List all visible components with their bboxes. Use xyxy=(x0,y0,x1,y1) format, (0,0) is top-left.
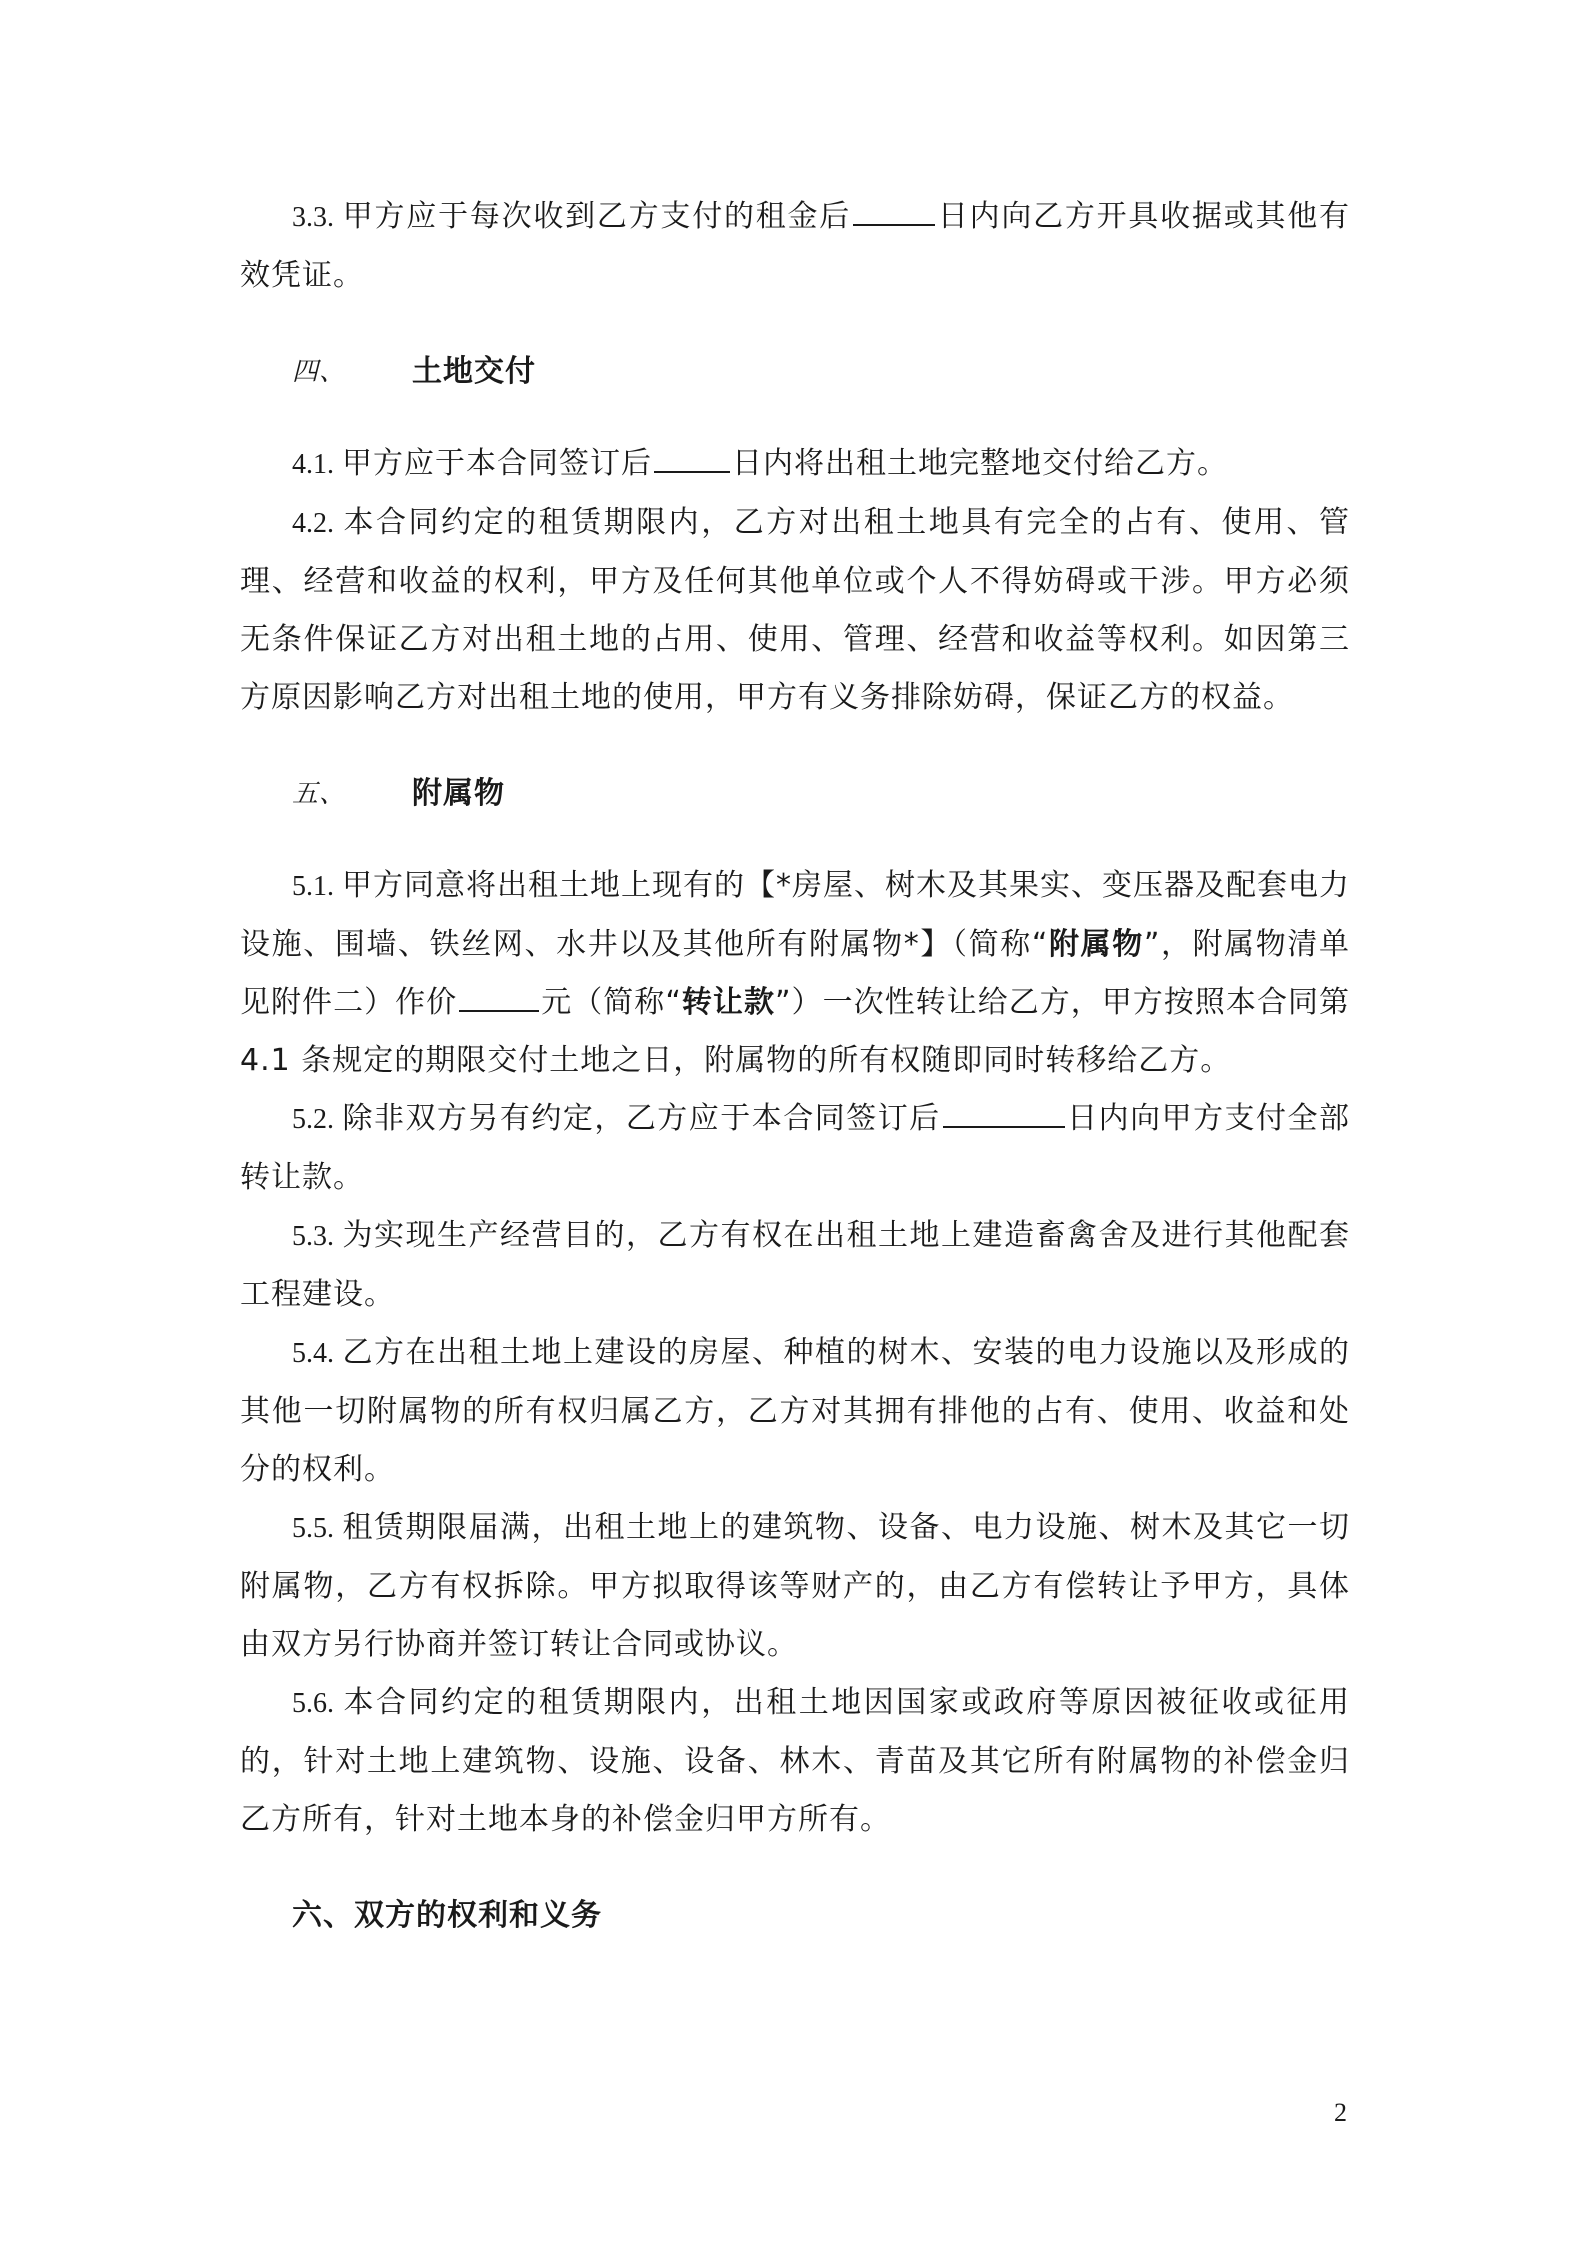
section-title: 六、双方的权利和义务 xyxy=(292,1898,602,1933)
clause-text: 日内向甲方支付全部转让款。 xyxy=(240,1101,1351,1195)
clause-5-4 xyxy=(240,1324,1350,1499)
section-heading-5 xyxy=(240,765,1350,823)
section-heading-4 xyxy=(240,343,1350,401)
blank-line xyxy=(654,441,730,473)
clause-number: 5.2. xyxy=(292,1104,334,1135)
clause-text: 除非双方另有约定，乙方应于本合同签订后 xyxy=(342,1101,941,1136)
clause-3-3 xyxy=(240,188,1350,305)
clause-number: 5.4. xyxy=(292,1338,334,1369)
clause-number: 3.3. xyxy=(292,202,334,233)
section-title: 附属物 xyxy=(412,776,505,811)
clause-text: 本合同约定的租赁期限内，出租土地因国家或政府等原因被征收或征用的，针对土地上建筑物、设施、设备、林木、青苗及其它所有附属物的补偿金归乙方所有，针对土地本身的补偿金归甲方所有。 xyxy=(240,1685,1350,1837)
clause-text: 本合同约定的租赁期限内，乙方对出租土地具有完全的占有、使用、管理、经营和收益的权利，甲方及任何其他单位或个人不得妨碍或干涉。甲方必须无条件保证乙方对出租土地的占用、使用、管理、经营和收益等权利。如因第三方原因影响乙方对出租土地的使用，甲方有义务排除妨碍，保证乙方的权益。 xyxy=(240,505,1350,715)
defined-term: 附属物 xyxy=(1048,927,1144,962)
section-heading-6 xyxy=(240,1887,1350,1945)
clause-text: 甲方应于每次收到乙方支付的租金后 xyxy=(342,199,852,234)
clause-5-5 xyxy=(240,1499,1350,1674)
clause-number: 4.1. xyxy=(292,449,334,480)
section-number: 四、 xyxy=(292,357,347,387)
clause-text: 为实现生产经营目的，乙方有权在出租土地上建造畜禽舍及进行其他配套工程建设。 xyxy=(240,1218,1350,1312)
clause-5-1 xyxy=(240,857,1350,1090)
clause-text: 甲方同意将出租土地上现有的【*房屋、树木及其果实、变压器及配套电力设施、围墙、铁丝网、水井以及其他所有附属物*】（简称“ xyxy=(240,868,1350,962)
blank-line xyxy=(459,980,539,1012)
clause-text: 元（简称“ xyxy=(541,985,682,1020)
clause-text: 乙方在出租土地上建设的房屋、种植的树木、安装的电力设施以及形成的其他一切附属物的所有权归属乙方，乙方对其拥有排他的占有、使用、收益和处分的权利。 xyxy=(240,1335,1350,1487)
clause-number: 4.2. xyxy=(292,508,334,539)
section-number: 五、 xyxy=(292,779,347,809)
clause-text: 甲方应于本合同签订后 xyxy=(342,446,652,481)
section-title: 土地交付 xyxy=(412,354,536,389)
clause-number: 5.1. xyxy=(292,871,334,902)
clause-5-2 xyxy=(240,1090,1350,1207)
defined-term: 转让款 xyxy=(681,985,775,1020)
clause-text: ”，附属物清单见附件二）作价 xyxy=(240,927,1351,1020)
clause-text: ”）一次性转让给乙方，甲方按照本合同第 4.1 条规定的期限交付土地之日，附属物的所有权随即同时转移给乙方。 xyxy=(240,985,1351,1078)
clause-number: 5.6. xyxy=(292,1688,334,1719)
clause-text: 日内将出租土地完整地交付给乙方。 xyxy=(732,446,1228,481)
document-body xyxy=(240,188,1350,1945)
clause-text: 租赁期限届满，出租土地上的建筑物、设备、电力设施、树木及其它一切附属物，乙方有权拆除。甲方拟取得该等财产的，由乙方有偿转让予甲方，具体由双方另行协商并签订转让合同或协议。 xyxy=(240,1510,1350,1662)
clause-text: 日内向乙方开具收据或其他有效凭证。 xyxy=(240,199,1351,293)
clause-4-1 xyxy=(240,435,1350,494)
blank-line xyxy=(943,1096,1065,1128)
clause-number: 5.5. xyxy=(292,1513,334,1544)
clause-5-3 xyxy=(240,1207,1350,1324)
clause-4-2 xyxy=(240,494,1350,727)
clause-number: 5.3. xyxy=(292,1221,334,1252)
blank-line xyxy=(853,194,935,226)
page-number: 2 xyxy=(1334,2098,1347,2127)
clause-5-6 xyxy=(240,1674,1350,1849)
